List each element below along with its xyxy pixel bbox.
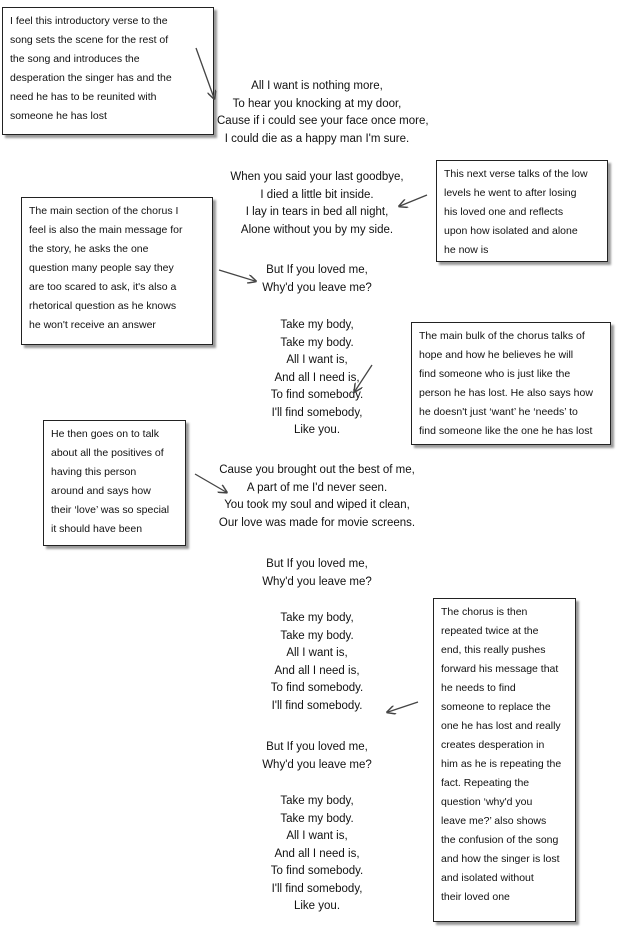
note-line: the song and introduces the bbox=[10, 53, 140, 65]
note-line: someone he has lost bbox=[10, 110, 107, 122]
lyric-line: You took my soul and wiped it clean, bbox=[224, 499, 410, 511]
note-line: are too scared to ask, it's also a bbox=[29, 281, 177, 293]
lyric-line: To hear you knocking at my door, bbox=[232, 97, 402, 110]
note-line: end, this really pushes bbox=[441, 644, 546, 656]
note-line: person he has lost. He also says how bbox=[419, 387, 593, 399]
note-line: he now is bbox=[444, 244, 489, 256]
lyric-line: Take my body. bbox=[280, 812, 354, 825]
note-line: I feel this introductory verse to the bbox=[10, 15, 168, 27]
note-line: The main section of the chorus I bbox=[29, 205, 179, 217]
lyric-line: All I want is, bbox=[286, 647, 348, 659]
lyric-line: But If you loved me, bbox=[266, 741, 368, 753]
arrow-chorus-hope bbox=[355, 365, 372, 391]
note-line: repeated twice at the bbox=[441, 625, 539, 637]
lyric-line: But If you loved me, bbox=[266, 264, 368, 276]
lyric-line: All I want is nothing more, bbox=[251, 80, 383, 92]
arrow-intro bbox=[196, 48, 214, 98]
note-line: their ‘love’ was so special bbox=[51, 504, 170, 516]
note-line: feel is also the main message for bbox=[29, 224, 183, 236]
note-line: rhetorical question as he knows bbox=[29, 300, 177, 312]
note-line: he doesn't just ‘want’ he ‘needs’ to bbox=[419, 406, 578, 418]
lyric-line: I'll find somebody. bbox=[271, 699, 363, 712]
note-line: the story, he asks the one bbox=[29, 243, 149, 255]
arrow-second-verse bbox=[400, 195, 427, 206]
lyric-line: All I want is, bbox=[286, 830, 348, 842]
lyric-line: I died a little bit inside. bbox=[260, 188, 374, 201]
lyric-line: To find somebody. bbox=[270, 389, 364, 401]
arrow-chorus-repeat bbox=[388, 702, 418, 712]
note-line: This next verse talks of the low bbox=[444, 168, 588, 180]
note-line: upon how isolated and alone bbox=[444, 225, 578, 237]
note-line: creates desperation in bbox=[441, 739, 545, 751]
note-line: song sets the scene for the rest of bbox=[10, 34, 169, 46]
lyric-line: I could die as a happy man I'm sure. bbox=[224, 132, 410, 145]
lyric-line: Take my body, bbox=[280, 319, 354, 331]
lyric-line: Take my body. bbox=[280, 629, 354, 642]
arrow-chorus-question bbox=[219, 270, 255, 281]
lyric-line: To find somebody. bbox=[270, 865, 364, 877]
lyric-line: Like you. bbox=[293, 424, 341, 436]
note-line: question ‘why'd you bbox=[441, 796, 533, 808]
note-line: question many people say they bbox=[29, 262, 174, 274]
note-line: He then goes on to talk bbox=[51, 428, 159, 440]
note-line: one he has lost and really bbox=[441, 720, 561, 732]
lyric-line: Take my body. bbox=[280, 336, 354, 349]
note-line: about all the positives of bbox=[51, 447, 164, 459]
lyric-line: All I want is, bbox=[286, 354, 348, 366]
note-line: levels he went to after losing bbox=[444, 187, 577, 199]
lyric-line: And all I need is, bbox=[274, 847, 360, 860]
lyric-line: Our love was made for movie screens. bbox=[218, 516, 416, 529]
lyric-line: To find somebody. bbox=[270, 682, 364, 694]
note-line: forward his message that bbox=[441, 663, 559, 675]
lyric-line: And all I need is, bbox=[274, 371, 360, 384]
note-line: need he has to be reunited with bbox=[10, 91, 157, 103]
note-line: leave me?’ also shows bbox=[441, 815, 547, 827]
lyric-line: But If you loved me, bbox=[266, 558, 368, 570]
note-line: and how the singer is lost bbox=[441, 853, 560, 865]
lyric-line: I'll find somebody, bbox=[271, 882, 363, 895]
lyric-line: Cause you brought out the best of me, bbox=[219, 464, 415, 476]
note-line: someone to replace the bbox=[441, 701, 551, 713]
lyric-line: A part of me I'd never seen. bbox=[246, 481, 388, 494]
note-line: The main bulk of the chorus talks of bbox=[419, 330, 585, 342]
lyric-line: Cause if i could see your face once more, bbox=[217, 115, 429, 127]
note-line: the confusion of the song bbox=[441, 834, 559, 846]
note-line: hope and how he believes he will bbox=[419, 349, 574, 361]
note-line: find someone who is just like the bbox=[419, 368, 571, 380]
note-line: he won't receive an answer bbox=[29, 319, 156, 331]
lyric-line: Why'd you leave me? bbox=[262, 281, 372, 294]
note-line: fact. Repeating the bbox=[441, 777, 530, 789]
lyric-line: I'll find somebody, bbox=[271, 406, 363, 419]
note-line: and isolated without bbox=[441, 872, 534, 884]
note-line: around and says how bbox=[51, 485, 151, 497]
note-line: having this person bbox=[51, 466, 137, 478]
note-line: he needs to find bbox=[441, 682, 516, 694]
note-line: him as he is repeating the bbox=[441, 758, 562, 770]
arrow-positives bbox=[195, 474, 226, 492]
lyric-line: I lay in tears in bed all night, bbox=[245, 206, 389, 218]
lyric-line: Take my body, bbox=[280, 795, 354, 807]
lyric-line: Alone without you by my side. bbox=[240, 223, 394, 236]
lyric-line: Like you. bbox=[293, 900, 341, 912]
note-line: their loved one bbox=[441, 891, 510, 903]
note-line: desperation the singer has and the bbox=[10, 72, 172, 84]
lyric-line: Why'd you leave me? bbox=[262, 575, 372, 588]
note-line: it should have been bbox=[51, 523, 143, 535]
lyric-line: And all I need is, bbox=[274, 664, 360, 677]
note-line: find someone like the one he has lost bbox=[419, 425, 593, 437]
note-line: his loved one and reflects bbox=[444, 206, 564, 218]
note-line: The chorus is then bbox=[441, 606, 528, 618]
lyric-line: Take my body, bbox=[280, 612, 354, 624]
lyric-line: When you said your last goodbye, bbox=[230, 171, 404, 183]
lyric-line: Why'd you leave me? bbox=[262, 758, 372, 771]
